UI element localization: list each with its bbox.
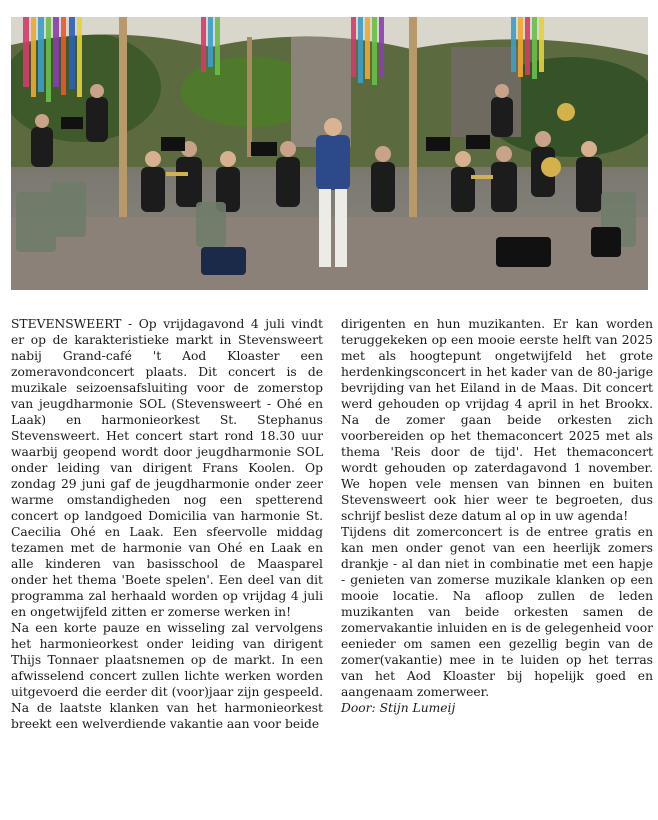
article-column-right — [341, 316, 653, 716]
article-paragraph: Tijdens dit zomerconcert is de entree gratis en kan men onder genot van een heerlijk zomers drankje - al dan niet in combinatie met een hapje - genieten van zomerse muzikale klanken op een mooie locatie. Na afloop zullen de leden muzikanten van beide orkesten samen de zomervakantie inluiden en is de gelegenheid voor eenieder om samen een gezellig begin van de zomer(vakantie) mee in te luiden op het terras van het Aod Kloaster bij hopelijk goed en aangenaam zomerweer. — [341, 525, 653, 699]
article-byline: Door: Stijn Lumeij — [341, 701, 456, 715]
article-column-left — [11, 316, 323, 732]
article-paragraph: dirigenten en hun muzikanten. Er kan worden teruggekeken op een mooie eerste helft van 2025 met als hoogtepunt ongetwijfeld het grote herdenkingsconcert in het kader van de 80-jarige bevrijding van het Eiland in de Maas. Dit concert werd gehouden op vrijdag 4 april in het Brookx. Na de zomer gaan beide orkesten zich voorbereiden op het themaconcert 2025 met als thema 'Reis door de tijd'. Het themaconcert wordt gehouden op zaterdagavond 1 november. We hopen vele mensen van binnen en buiten Stevensweert ook hier weer te begroeten, dus schrijf beslist deze datum al op in uw agenda! — [341, 317, 653, 523]
concert-photo — [11, 17, 648, 290]
concert-photo-illustration — [11, 17, 648, 290]
article-paragraph: STEVENSWEERT - Op vrijdagavond 4 juli vindt er op de karakteristieke markt in Stevensweert nabij Grand-café 't Aod Kloaster een zomeravondconcert plaats. Dit concert is de muzikale seizoensafsluiting voor de zomerstop van jeugdharmonie SOL (Stevensweert - Ohé en Laak) en harmonieorkest St. Stephanus Stevensweert. Het concert start rond 18.30 uur waarbij geopend wordt door jeugdharmonie SOL onder leiding van dirigent Frans Koolen. Op zondag 29 juni gaf de jeugdharmonie onder zeer warme omstandigheden nog een spetterend concert op landgoed Domicilia van harmonie St. Caecilia Ohé en Laak. Een sfeervolle middag tezamen met de harmonie van Ohé en Laak en alle kinderen van basisschool de Maasparel onder het thema 'Boete spelen'. Een deel van dit programma zal herhaald worden op vrijdag 4 juli en ongetwijfeld zitten er zomerse werken in! — [11, 317, 323, 619]
article-paragraph: Na een korte pauze en wisseling zal vervolgens het harmonieorkest onder leiding van dirigent Thijs Tonnaer plaatsnemen op de markt. In een afwisselend concert zullen lichte werken worden uitgevoerd die eerder dit (voor)jaar zijn gespeeld. Na de laatste klanken van het harmonieorkest breekt een welverdiende vakantie aan voor beide — [11, 621, 323, 731]
